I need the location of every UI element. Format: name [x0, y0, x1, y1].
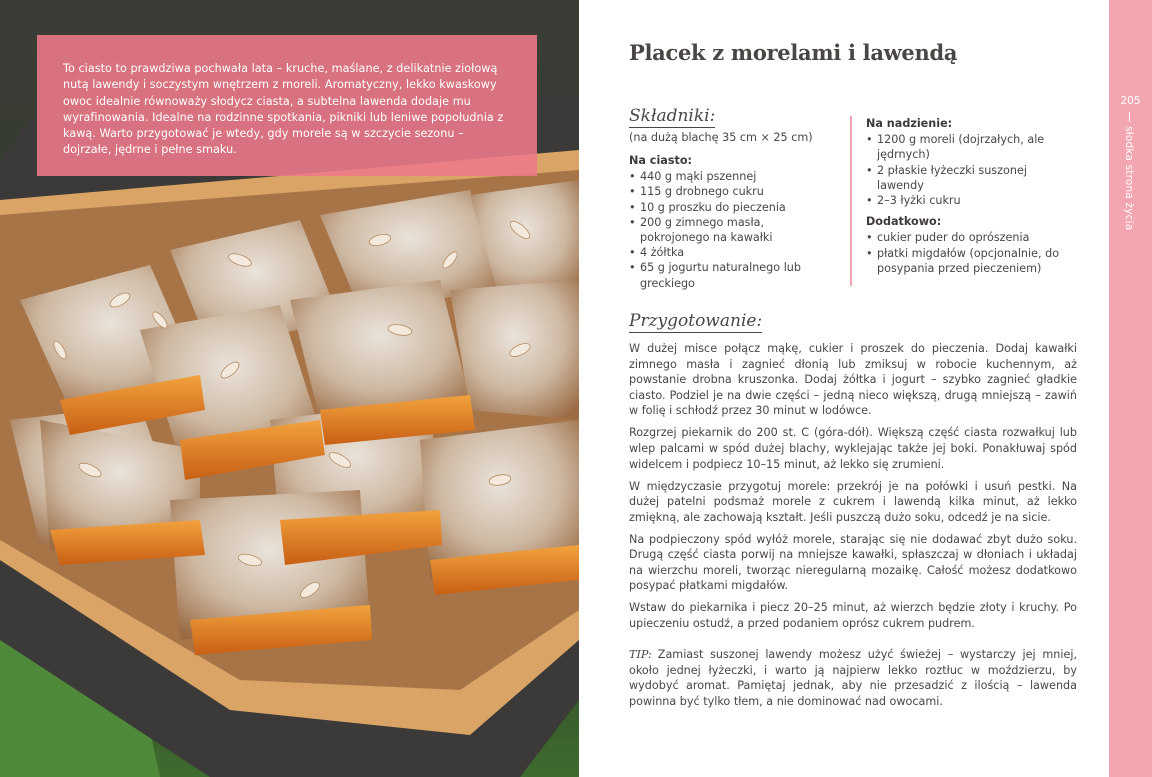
ingredient-item: • 2 płaskie łyżeczki suszonej lawendy — [866, 163, 1076, 193]
step-paragraph: Wstaw do piekarnika i piecz 20–25 minut, aż wierzch będzie złoty i kruchy. Po upieczeniu ostudź, a przed podaniem oprósz cukrem pudrem. — [629, 601, 1077, 631]
heading-underline — [629, 332, 762, 333]
ingredient-list-filling — [866, 132, 1076, 208]
group-title-dough: Na ciasto: — [629, 154, 692, 167]
heading-underline — [629, 127, 715, 128]
tip-text: Zamiast suszonej lawendy możesz użyć świeżej – wystarczy jej mniej, około jednej łyżeczki, i warto ją najpierw lekko roztłuc w moździerzu, by wydobyć aromat. Pamiętaj jednak, aby nie przesadzić z ilością – lawenda powinna być tylko tłem, a nie dominować nad owocami. — [629, 648, 1077, 708]
ingredient-group-extras — [866, 214, 1076, 276]
recipe-title: Placek z morelami i lawendą — [629, 40, 958, 65]
ingredient-item: • 440 g mąki pszennej — [629, 169, 834, 184]
preparation-heading-text: Przygotowanie: — [629, 311, 763, 331]
column-divider — [850, 116, 852, 286]
group-title-filling: Na nadzienie: — [866, 117, 953, 130]
ingredient-item: • 2–3 łyżki cukru — [866, 193, 1076, 208]
step-paragraph: Rozgrzej piekarnik do 200 st. C (góra-dół). Większą część ciasta rozwałkuj lub wlep palcami w spód dużej blachy, wyklejając także jej boki. Ponakłuwaj spód widelcem i podpiecz 10–15 minut, aż lekko się zrumieni. — [629, 426, 1077, 471]
ingredient-item: • 65 g jogurtu naturalnego lub greckiego — [629, 260, 834, 290]
ingredient-item: • płatki migdałów (opcjonalnie, do posypania przed pieczeniem) — [866, 246, 1076, 276]
preparation-steps — [629, 341, 1077, 638]
ingredient-item: • 200 g zimnego masła, pokrojonego na kawałki — [629, 215, 834, 245]
step-paragraph: W międzyczasie przygotuj morele: przekrój je na połówki i usuń pestki. Na dużej patelni podsmaż morele z cukrem i lawendą kilka minut, aż lekko zmiękną, ale zachowają kształt. Jeśli puszczą dużo soku, odcedź je na sicie. — [629, 479, 1077, 524]
page-number: 205 — [1120, 95, 1141, 107]
ingredients-heading — [629, 106, 715, 128]
preparation-heading — [629, 311, 762, 333]
ingredient-group-filling — [866, 116, 1076, 208]
tip-box — [629, 647, 1077, 709]
baking-size: (na dużą blachę 35 cm × 25 cm) — [629, 131, 813, 144]
intro-box — [37, 35, 537, 176]
tip-label: TIP: — [629, 648, 652, 661]
running-head: słodka strona życia — [1123, 112, 1135, 230]
intro-text: To ciasto to prawdziwa pochwała lata – kruche, maślane, z delikatnie ziołową nutą lawendy i soczystym wnętrzem z moreli. Aromatyczny, lekko kwaskowy owoc idealnie równoważy słodycz ciasta, a subtelna lawenda dodaje mu wyrafinowania. Idealne na rodzinne spotkania, pikniki lub leniwe popołudnia z kawą. Warto przygotować je wtedy, gdy morele są w szczycie sezonu – dojrzałe, jędrne i pełne smaku. — [63, 62, 504, 157]
step-paragraph: W dużej misce połącz mąkę, cukier i proszek do pieczenia. Dodaj kawałki zimnego masła i zagnieć dłonią lub zmiksuj w robocie kuchennym, aż powstanie drobna kruszonka. Dodaj żółtka i jogurt – szybko zagnieć gładkie ciasto. Podziel je na dwie części – jedną nieco większą, drugą mniejszą – zawiń w folię i schłodź przez 30 minut w lodówce. — [629, 342, 1077, 418]
ingredients-column-left — [629, 153, 834, 291]
step-paragraph: Na podpieczony spód wyłóż morele, starając się nie dodawać zbyt dużo soku. Drugą część ciasta porwij na mniejsze kawałki, spłaszczaj w dłoniach i układaj na wierzchu moreli, tworząc nieregularną mozaikę. Całość możesz dodatkowo posypać płatkami migdałów. — [629, 532, 1077, 593]
recipe-page — [579, 0, 1152, 777]
ingredient-item: • cukier puder do oprószenia — [866, 230, 1076, 245]
ingredient-item: • 10 g proszku do pieczenia — [629, 200, 834, 215]
ingredient-list-dough — [629, 169, 834, 291]
side-band — [1109, 0, 1152, 777]
ingredient-item: • 115 g drobnego cukru — [629, 184, 834, 199]
ingredients-column-right — [866, 116, 1076, 282]
ingredients-heading-text: Składniki: — [629, 106, 716, 126]
ingredient-item: • 1200 g moreli (dojrzałych, ale jędrnych) — [866, 132, 1076, 162]
group-title-extras: Dodatkowo: — [866, 215, 942, 229]
ingredient-item: • 4 żółtka — [629, 245, 834, 260]
ingredient-list-extras — [866, 230, 1076, 276]
